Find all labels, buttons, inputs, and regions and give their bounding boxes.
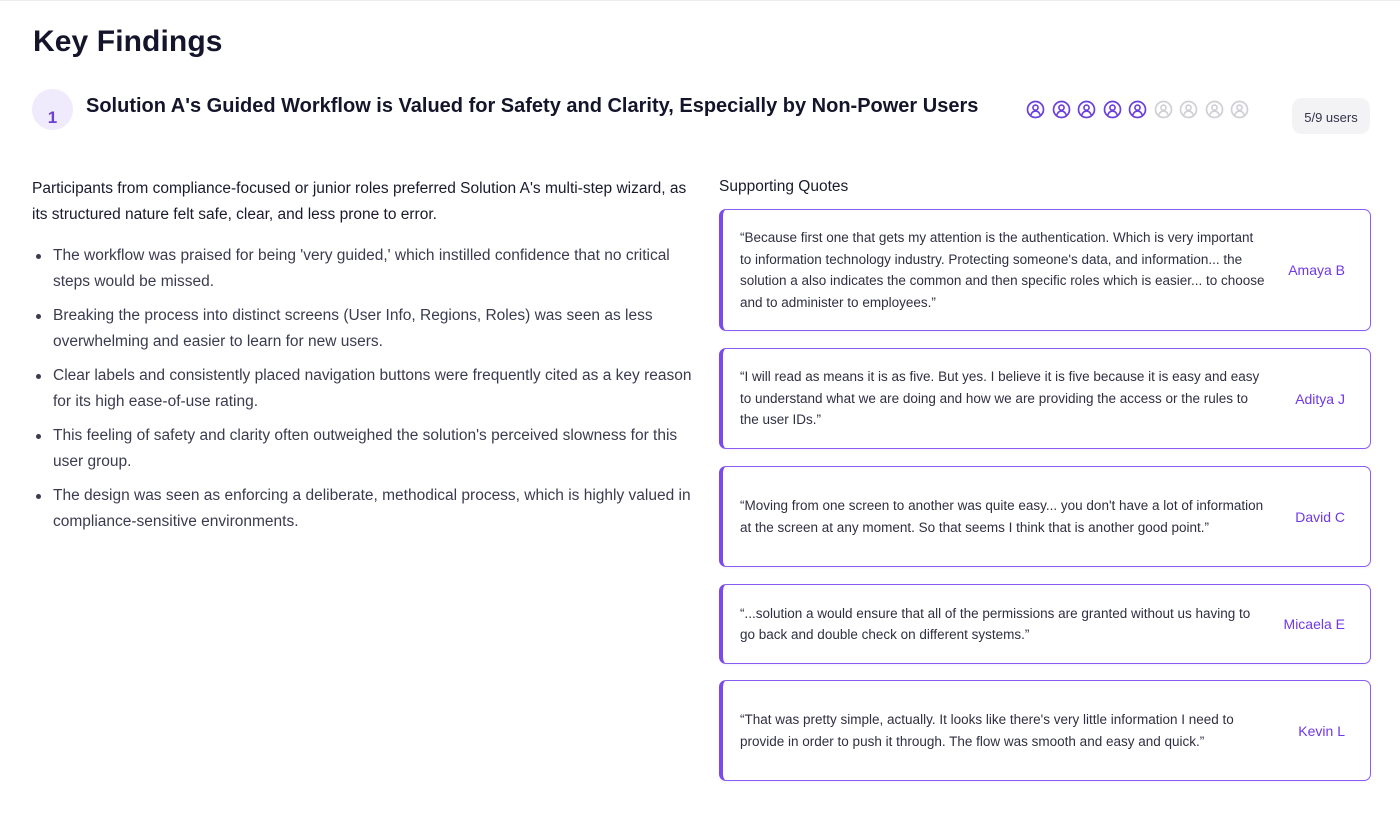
page-title: Key Findings bbox=[33, 25, 223, 58]
finding-bullet: The workflow was praised for being 'very guided,' which instilled confidence that no critical steps would be missed. bbox=[32, 243, 697, 295]
quote-text: “...solution a would ensure that all of the permissions are granted without us having to go back and double check on different systems.” bbox=[740, 605, 1251, 642]
quote-author: Amaya B bbox=[1288, 262, 1345, 278]
quote-text: “Moving from one screen to another was quite easy... you don't have a lot of information at the screen at any moment. So that seems I think that is another good point.” bbox=[740, 498, 1264, 535]
quote-card bbox=[719, 209, 1371, 331]
quote-author: Micaela E bbox=[1283, 616, 1345, 632]
user-icon-inactive bbox=[1179, 100, 1198, 119]
supporting-quotes-heading: Supporting Quotes bbox=[719, 178, 849, 195]
user-icon-active bbox=[1077, 100, 1096, 119]
finding-bullet: Clear labels and consistently placed navigation buttons were frequently cited as a key reason for its high ease-of-use rating. bbox=[32, 363, 697, 415]
finding-bullet-list bbox=[32, 243, 697, 543]
quote-author: Aditya J bbox=[1295, 390, 1345, 407]
finding-bullet: This feeling of safety and clarity often outweighed the solution's perceived slowness for this user group. bbox=[32, 423, 697, 475]
user-icon-inactive bbox=[1230, 100, 1249, 119]
quote-card bbox=[719, 584, 1371, 664]
finding-number-badge: 1 bbox=[32, 89, 73, 130]
quote-card bbox=[719, 348, 1371, 449]
quote-author: David C bbox=[1295, 508, 1345, 525]
finding-title: Solution A's Guided Workflow is Valued for Safety and Clarity, Especially by Non-Power Users bbox=[86, 95, 979, 117]
user-count-icons bbox=[1026, 100, 1249, 119]
user-count-badge: 5/9 users bbox=[1292, 98, 1370, 134]
quote-text: “That was pretty simple, actually. It looks like there's very little information I need to provide in order to push it through. The flow was smooth and easy and quick.” bbox=[740, 712, 1234, 749]
quote-card bbox=[719, 680, 1371, 781]
quote-text: “Because first one that gets my attention is the authentication. Which is very important to information technology industry. Protecting someone's data, and information... the solution a also indicates the common and then specific roles which is easier... to choose and to administer to employees.” bbox=[740, 230, 1265, 310]
quote-card bbox=[719, 466, 1371, 567]
user-icon-inactive bbox=[1205, 100, 1224, 119]
user-icon-active bbox=[1026, 100, 1045, 119]
key-findings-page bbox=[0, 1, 1400, 822]
finding-bullet: The design was seen as enforcing a deliberate, methodical process, which is highly valued in compliance-sensitive environments. bbox=[32, 483, 697, 535]
finding-bullet: Breaking the process into distinct screens (User Info, Regions, Roles) was seen as less overwhelming and easier to learn for new users. bbox=[32, 303, 697, 355]
quote-text: “I will read as means it is as five. But yes. I believe it is five because it is easy and easy to understand what we are doing and how we are providing the access or the rules to the user IDs.” bbox=[740, 369, 1260, 428]
quote-author: Kevin L bbox=[1298, 722, 1345, 739]
user-icon-active bbox=[1128, 100, 1147, 119]
finding-summary: Participants from compliance-focused or junior roles preferred Solution A's multi-step wizard, as its structured nature felt safe, clear, and less prone to error. bbox=[32, 180, 687, 223]
user-icon-active bbox=[1052, 100, 1071, 119]
user-icon-inactive bbox=[1154, 100, 1173, 119]
user-icon-active bbox=[1103, 100, 1122, 119]
